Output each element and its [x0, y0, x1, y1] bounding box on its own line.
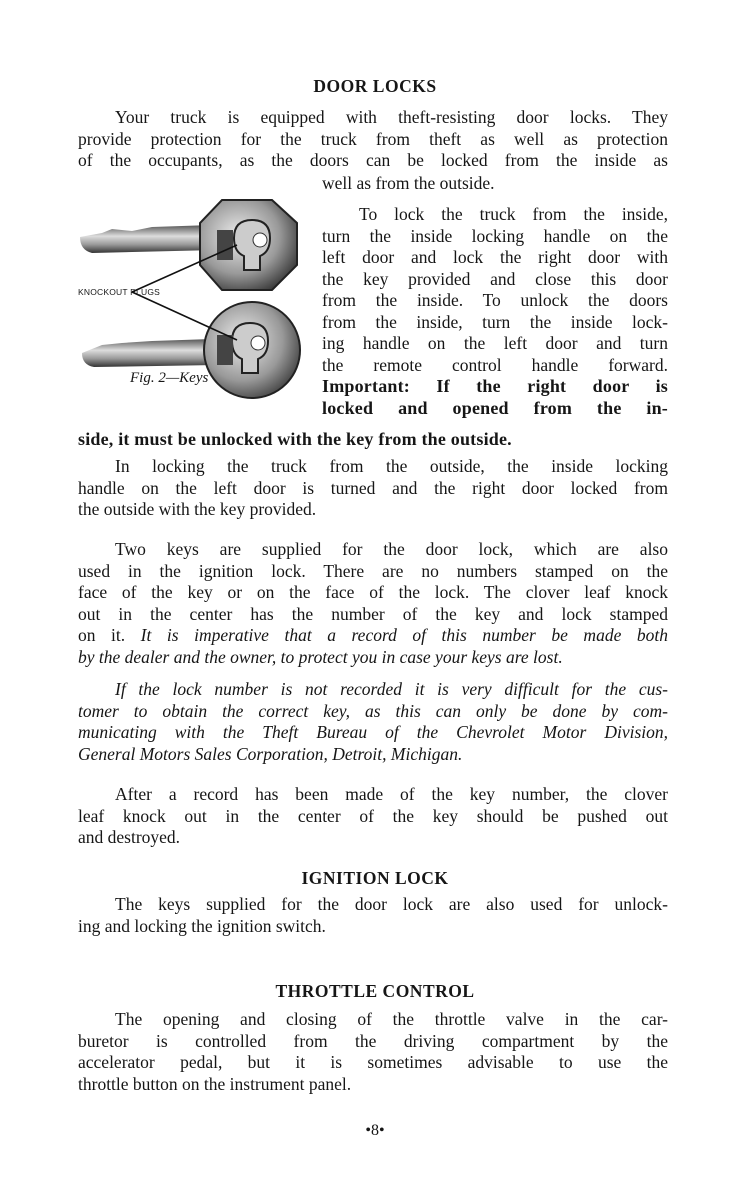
- paragraph-intro-end: [322, 173, 668, 195]
- text-segment: face of the key or on the face of the lock. The clover leaf knock: [78, 582, 668, 602]
- text-segment: and destroyed.: [78, 827, 181, 847]
- text-line: [78, 129, 668, 151]
- paragraph-throttle: [78, 1009, 668, 1095]
- text-line: [78, 604, 668, 626]
- text-segment: The keys supplied for the door lock are also used for unlock-: [115, 894, 668, 914]
- text-segment: locked and opened from the in-: [322, 397, 668, 418]
- text-line: [322, 376, 668, 398]
- text-line: [78, 150, 668, 172]
- heading-door-locks: DOOR LOCKS: [313, 76, 437, 96]
- text-segment: from the inside. To unlock the doors: [322, 290, 668, 310]
- paragraph-two-keys: [78, 539, 668, 668]
- text-line: [78, 1052, 668, 1074]
- key-top: [80, 200, 297, 290]
- text-segment: by the dealer and the owner, to protect you in case your keys are lost.: [78, 646, 563, 667]
- text-line: [322, 355, 668, 377]
- paragraph-ignition: [78, 894, 668, 937]
- text-segment: from the inside, turn the inside lock-: [322, 311, 668, 332]
- text-line: [322, 204, 668, 226]
- paragraph-after-record: [78, 784, 668, 849]
- figure-caption: Fig. 2—Keys: [130, 370, 209, 386]
- text-line: [322, 173, 668, 195]
- text-line: [322, 398, 668, 420]
- text-line: [78, 539, 668, 561]
- text-segment: side, it must be unlocked with the key from the outside.: [78, 429, 512, 449]
- knockout-plugs-label: KNOCKOUT PLUGS: [78, 287, 160, 297]
- text-segment: throttle button on the instrument panel.: [78, 1073, 352, 1094]
- text-line: [78, 478, 668, 500]
- paragraph-lock-inside: [322, 204, 668, 419]
- text-segment: buretor is controlled from the driving compartment by the: [78, 1030, 668, 1051]
- text-line: [78, 625, 668, 647]
- text-segment: the key provided and close this door: [322, 268, 668, 289]
- text-line: [78, 784, 668, 806]
- text-line: [78, 1009, 668, 1031]
- text-line: [78, 582, 668, 604]
- text-line: [78, 744, 668, 766]
- text-line: [78, 827, 668, 849]
- paragraph-lock-outside: [78, 456, 668, 521]
- text-segment: the remote control handle forward.: [322, 354, 668, 375]
- text-segment: out in the center has the number of the key and lock stamped: [78, 603, 668, 624]
- text-line: [78, 499, 668, 521]
- text-line: [78, 806, 668, 828]
- text-line: [78, 107, 668, 129]
- text-segment: After a record has been made of the key number, the clover: [115, 784, 668, 804]
- text-line: [78, 456, 668, 478]
- text-segment: used in the ignition lock. There are no numbers stamped on the: [78, 560, 668, 581]
- text-segment: left door and lock the right door with: [322, 247, 668, 267]
- text-line: [78, 1074, 668, 1096]
- text-line: [78, 561, 668, 583]
- text-line: [322, 269, 668, 291]
- text-segment: Important: If the right door is: [322, 376, 668, 396]
- text-segment: ing handle on the left door and turn: [322, 333, 668, 353]
- keys-figure: [72, 195, 312, 425]
- text-segment: provide protection for the truck from theft as well as protection: [78, 128, 668, 149]
- text-line: [78, 1031, 668, 1053]
- text-line: [78, 679, 668, 701]
- text-line: [322, 290, 668, 312]
- text-line: [78, 429, 668, 451]
- text-segment: Two keys are supplied for the door lock, which are also: [115, 539, 668, 559]
- text-segment: If the lock number is not recorded it is very difficult for the cus-: [115, 679, 668, 699]
- text-segment: municating with the Theft Bureau of the Chevrolet Motor Division,: [78, 722, 668, 742]
- text-segment: on it.: [78, 625, 141, 645]
- text-segment: It is imperative that a record of this number be made both: [140, 625, 668, 645]
- text-line: [78, 647, 668, 669]
- text-segment: To lock the truck from the inside,: [359, 204, 668, 224]
- paragraph-not-recorded: [78, 679, 668, 765]
- text-segment: General Motors Sales Corporation, Detroit, Michigan.: [78, 743, 463, 764]
- text-segment: The opening and closing of the throttle valve in the car-: [115, 1009, 668, 1029]
- text-segment: ing and locking the ignition switch.: [78, 915, 326, 936]
- text-segment: turn the inside locking handle on the: [322, 225, 668, 246]
- text-segment: tomer to obtain the correct key, as this can only be done by com-: [78, 700, 668, 721]
- text-segment: well as from the outside.: [322, 173, 495, 193]
- page-number: •8•: [365, 1122, 385, 1139]
- text-line: [322, 333, 668, 355]
- paragraph-intro: [78, 107, 668, 172]
- text-segment: accelerator pedal, but it is sometimes advisable to use the: [78, 1052, 668, 1072]
- paragraph-important-end: [78, 429, 668, 451]
- text-segment: In locking the truck from the outside, the inside locking: [115, 456, 668, 476]
- text-segment: leaf knock out in the center of the key should be pushed out: [78, 805, 668, 826]
- text-segment: the outside with the key provided.: [78, 499, 317, 519]
- text-line: [322, 247, 668, 269]
- text-line: [78, 894, 668, 916]
- text-segment: handle on the left door is turned and the right door locked from: [78, 477, 668, 498]
- text-line: [78, 722, 668, 744]
- text-line: [322, 226, 668, 248]
- heading-throttle-control: THROTTLE CONTROL: [275, 981, 475, 1001]
- text-line: [78, 701, 668, 723]
- text-line: [78, 916, 668, 938]
- heading-ignition-lock: IGNITION LOCK: [301, 868, 449, 888]
- text-segment: of the occupants, as the doors can be locked from the inside as: [78, 150, 668, 170]
- text-line: [322, 312, 668, 334]
- text-segment: Your truck is equipped with theft-resisting door locks. They: [115, 107, 668, 127]
